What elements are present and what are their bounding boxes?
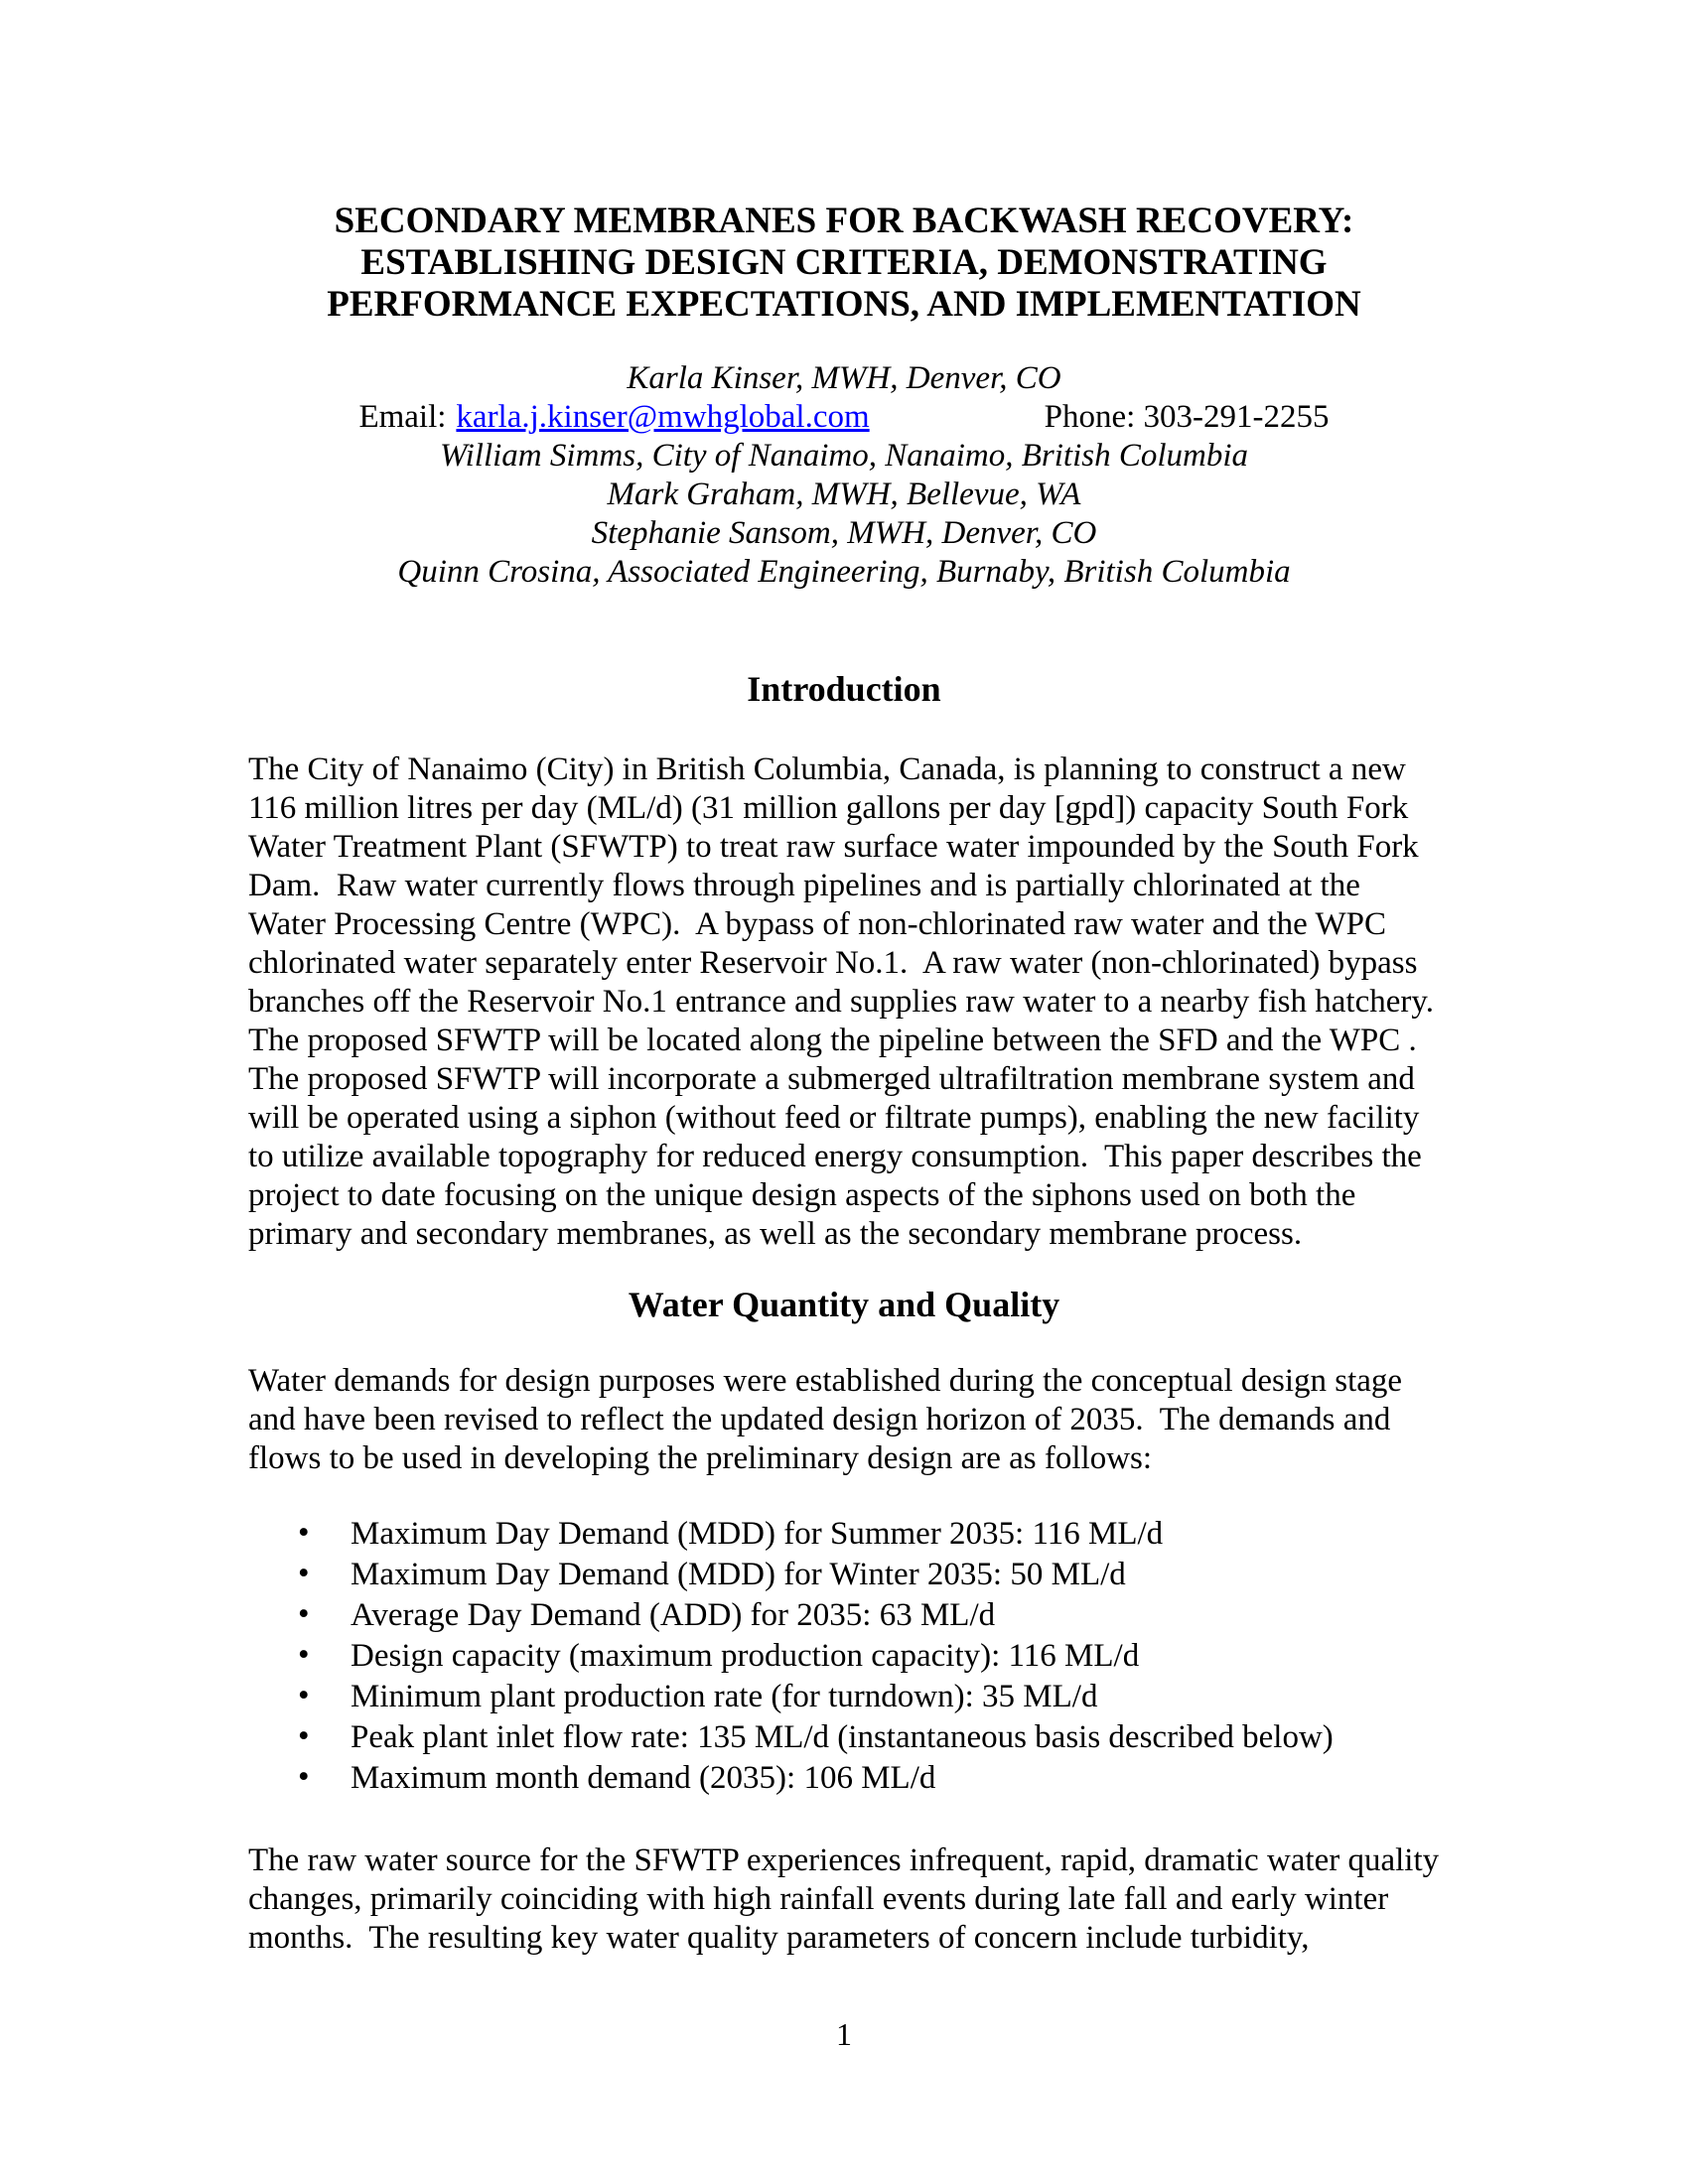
bullet-icon: •: [298, 1596, 310, 1632]
paper-title-line-3: PERFORMANCE EXPECTATIONS, AND IMPLEMENTATION: [327, 284, 1361, 325]
bullet-icon: •: [298, 1678, 310, 1713]
paper-title-line-1: SECONDARY MEMBRANES FOR BACKWASH RECOVERY:: [334, 201, 1354, 241]
list-item: [248, 1758, 1440, 1799]
list-item: [248, 1636, 1440, 1677]
bullet-icon: •: [298, 1718, 310, 1754]
list-item-text: Maximum month demand (2035): 106 ML/d: [351, 1760, 936, 1796]
paper-title-line-2: ESTABLISHING DESIGN CRITERIA, DEMONSTRATING: [360, 242, 1328, 283]
raw-water-source-paragraph: The raw water source for the SFWTP experiences infrequent, rapid, dramatic water quality changes, primarily coinciding with high rainfall events during late fall and early winter months. The resulting key water quality parameters of concern include turbidity,: [248, 1843, 1448, 1956]
list-item: [248, 1717, 1440, 1758]
list-item-text: Maximum Day Demand (MDD) for Summer 2035: 116 ML/d: [351, 1516, 1164, 1552]
author-stephanie-sansom: Stephanie Sansom, MWH, Denver, CO: [591, 515, 1097, 551]
phone-text: Phone: 303-291-2255: [1044, 399, 1330, 435]
author-block: [248, 359, 1440, 592]
author-karla-kinser: Karla Kinser, MWH, Denver, CO: [627, 360, 1061, 396]
introduction-paragraph: The City of Nanaimo (City) in British Columbia, Canada, is planning to construct a new 116 million litres per day (ML/d) (31 million gallons per day [gpd]) capacity South Fork Water Treatment Plant (SFWTP) to treat raw surface water impounded by the South Fork Dam. Raw water currently flows through pipelines and is partially chlorinated at the Water Processing Centre (WPC). A bypass of non-chlorinated raw water and the WPC chlorinated water separately enter Reservoir No.1. A raw water (non-chlorinated) bypass branches off the Reservoir No.1 entrance and supplies raw water to a nearby fish hatchery. The proposed SFWTP will be located along the pipeline between the SFD and the WPC . The proposed SFWTP will incorporate a submerged ultrafiltration membrane system and will be operated using a siphon (without feed or filtrate pumps), enabling the new facility to utilize available topography for reduced energy consumption. This paper describes the project to date focusing on the unique design aspects of the siphons used on both the primary and secondary membranes, as well as the secondary membrane process.: [248, 751, 1450, 1252]
demand-flow-list: [248, 1514, 1440, 1799]
water-demands-paragraph: Water demands for design purposes were established during the conceptual design stage and have been revised to reflect the updated design horizon of 2035. The demands and flows to be used in developing the preliminary design are as follows:: [248, 1363, 1411, 1476]
section-heading-introduction: Introduction: [747, 669, 941, 709]
author-william-simms: William Simms, City of Nanaimo, Nanaimo, British Columbia: [439, 438, 1249, 474]
list-item: [248, 1555, 1440, 1595]
page-content: [248, 0, 1450, 1958]
contact-line: [248, 398, 1440, 437]
bullet-icon: •: [298, 1759, 310, 1795]
list-item-text: Minimum plant production rate (for turndown): 35 ML/d: [351, 1679, 1098, 1714]
list-item-text: Average Day Demand (ADD) for 2035: 63 ML/d: [351, 1597, 996, 1633]
section-heading-water-quantity-and-quality: Water Quantity and Quality: [628, 1285, 1060, 1324]
list-item: [248, 1514, 1440, 1555]
email-label: Email:: [358, 399, 447, 435]
list-item-text: Maximum Day Demand (MDD) for Winter 2035: 50 ML/d: [351, 1557, 1126, 1592]
author-quinn-crosina: Quinn Crosina, Associated Engineering, Burnaby, British Columbia: [397, 554, 1291, 590]
author-mark-graham: Mark Graham, MWH, Bellevue, WA: [607, 477, 1081, 512]
paper-title: [248, 201, 1440, 326]
bullet-icon: •: [298, 1515, 310, 1551]
email-link[interactable]: karla.j.kinser@mwhglobal.com: [456, 399, 870, 435]
bullet-icon: •: [298, 1637, 310, 1673]
list-item-text: Design capacity (maximum production capacity): 116 ML/d: [351, 1638, 1140, 1674]
list-item: [248, 1677, 1440, 1717]
list-item-text: Peak plant inlet flow rate: 135 ML/d (instantaneous basis described below): [351, 1719, 1334, 1755]
page-number: 1: [836, 2016, 852, 2052]
email-group: [358, 398, 869, 437]
bullet-icon: •: [298, 1556, 310, 1591]
list-item: [248, 1595, 1440, 1636]
